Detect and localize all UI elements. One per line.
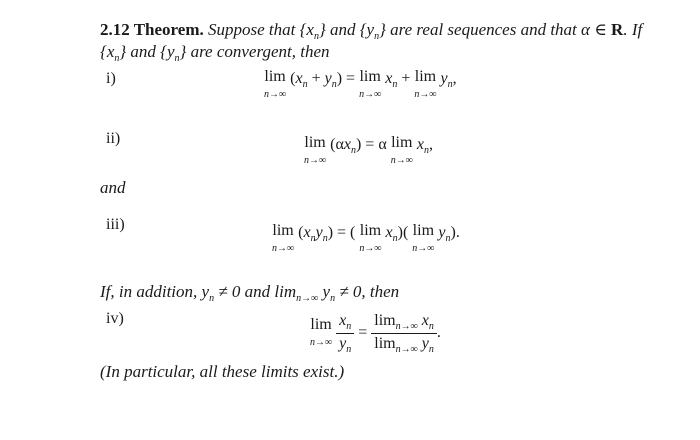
connector-and: and [100, 178, 126, 197]
formula-ii: lim n→∞ $(\alpha x_n) = \alpha$ lim n→∞ $x_n$, [304, 134, 433, 166]
condition-line: If, in addition, $y_n \ne 0$ and $\lim_{n\to\infty} y_n \ne 0$, then [100, 282, 400, 304]
item-label-ii: ii) [106, 130, 121, 147]
item-label-iv: iv) [106, 310, 124, 327]
formula-iii: lim n→∞ $(x_ny_n)$ = ( lim n→∞ $x_n$)( lim n→∞ $y_n$). [272, 222, 460, 254]
formula-i: lim n→∞ $(x_n + y_n) = \lim$ n→∞ $x_n + \lim$ n→∞ $y_n$, [264, 68, 457, 100]
theorem-number: 2.12 Theorem. [100, 20, 204, 39]
closing-remark: (In particular, all these limits exist.) [100, 362, 345, 381]
formula-iv: lim n→∞ $\frac{x_n}{y_n}$ = $\frac{\lim_{n\to\infty} x_n}{\lim_{n\to\infty} y_n}$ . [310, 312, 441, 355]
fraction-right: $\frac{\lim_{n\to\infty} x_n}{\lim_{n\to\infty} y_n}$ [371, 312, 437, 355]
item-label-iii: iii) [106, 216, 125, 233]
theorem-statement-line1: 2.12 Theorem. Suppose that $\{x_n\}$ and $\{y_n\}$ are real sequences and that α ∈ R. If [100, 20, 643, 42]
theorem-statement-line2: $\{x_n\}$ and $\{y_n\}$ are convergent, then [100, 42, 330, 64]
fraction-left: $\frac{x_n}{y_n}$ [336, 312, 354, 355]
item-label-i: i) [106, 70, 116, 87]
